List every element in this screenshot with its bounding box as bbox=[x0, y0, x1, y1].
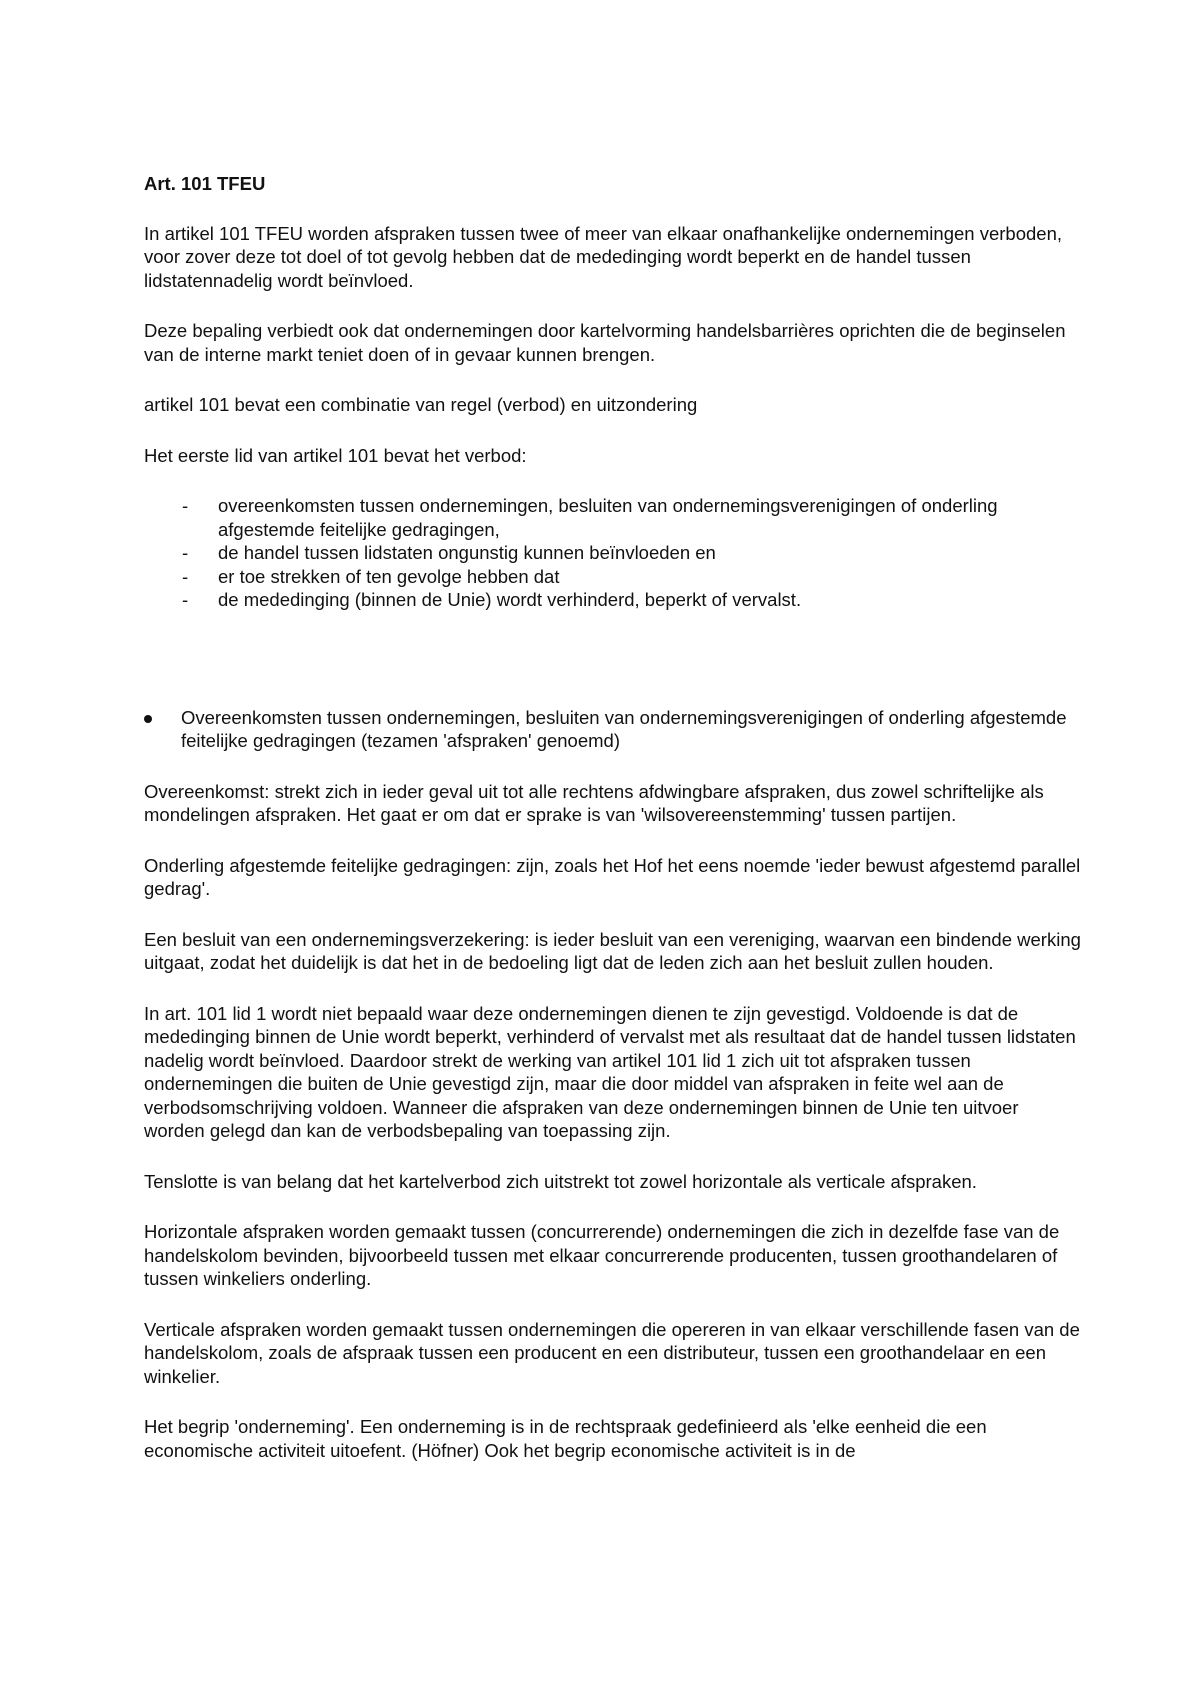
document-title: Art. 101 TFEU bbox=[144, 173, 266, 194]
body-paragraph: Het begrip 'onderneming'. Een onderneming is in de rechtspraak gedefinieerd als 'elke eenheid die een economische activiteit uitoefent. (Höfner) Ook het begrip economische activiteit is in de bbox=[144, 1416, 987, 1461]
intro-paragraph: Het eerste lid van artikel 101 bevat het verbod: bbox=[144, 444, 527, 466]
list-item bbox=[144, 541, 1084, 565]
bullet-item bbox=[144, 706, 1084, 753]
intro-paragraph: artikel 101 bevat een combinatie van regel (verbod) en uitzondering bbox=[144, 394, 698, 415]
document-body bbox=[144, 172, 1084, 1489]
body-paragraph: In art. 101 lid 1 wordt niet bepaald waar deze ondernemingen dienen te zijn gevestigd. Voldoende is dat de mededinging binnen de Unie wordt beperkt, verhinderd of vervalst met als resultaat dat de handel tussen lidstaten nadelig wordt beïnvloed. Daardoor strekt de werking van artikel 101 lid 1 zich uit tot afspraken tussen ondernemingen die buiten de Unie gevestigd zijn, maar die door middel van afspraken in feite wel aan de verbodsomschrijving voldoen. Wanneer die afspraken van deze ondernemingen binnen de Unie ten uitvoer worden gelegd dan kan de verbodsbepaling van toepassing zijn. bbox=[144, 1002, 1076, 1141]
prohibition-list bbox=[144, 494, 1084, 612]
list-item bbox=[144, 494, 1084, 541]
intro-paragraph: In artikel 101 TFEU worden afspraken tussen twee of meer van elkaar onafhankelijke ondernemingen verboden, voor zover deze tot doel of tot gevolg hebben dat de mededinging wordt beperkt en de handel tussen lidstatennadelig wordt beïnvloed. bbox=[144, 222, 1062, 291]
list-item-text: de mededinging (binnen de Unie) wordt verhinderd, beperkt of vervalst. bbox=[218, 589, 802, 610]
body-paragraph: Een besluit van een ondernemingsverzekering: is ieder besluit van een vereniging, waarvan een bindende werking uitgaat, zodat het duidelijk is dat het in de bedoeling ligt dat de leden zich aan het besluit zullen houden. bbox=[144, 928, 1081, 973]
intro-paragraph: Deze bepaling verbiedt ook dat ondernemingen door kartelvorming handelsbarrières oprichten die de beginselen van de interne markt teniet doen of in gevaar kunnen brengen. bbox=[144, 320, 1066, 365]
list-item-text: er toe strekken of ten gevolge hebben dat bbox=[218, 565, 560, 587]
list-item-text: overeenkomsten tussen ondernemingen, besluiten van ondernemingsverenigingen of onderling afgestemde feitelijke gedragingen, bbox=[218, 495, 998, 540]
bullet-item-text: Overeenkomsten tussen ondernemingen, besluiten van ondernemingsverenigingen of onderling afgestemde feitelijke gedragingen (tezamen 'afspraken' genoemd) bbox=[181, 706, 1067, 751]
dash-marker: - bbox=[182, 542, 189, 563]
dash-marker: - bbox=[182, 565, 189, 587]
body-paragraph: Tenslotte is van belang dat het kartelverbod zich uitstrekt tot zowel horizontale als verticale afspraken. bbox=[144, 1170, 977, 1192]
body-paragraph: Verticale afspraken worden gemaakt tussen ondernemingen die opereren in van elkaar verschillende fasen van de handelskolom, zoals de afspraak tussen een producent en een distributeur, tussen een groothandelaar en een winkelier. bbox=[144, 1318, 1080, 1387]
list-item bbox=[144, 588, 1084, 612]
dash-marker: - bbox=[182, 495, 189, 516]
list-item bbox=[144, 565, 1084, 589]
list-item-text: de handel tussen lidstaten ongunstig kunnen beïnvloeden en bbox=[218, 542, 716, 563]
bullet-dot-icon bbox=[144, 715, 152, 723]
body-paragraph: Horizontale afspraken worden gemaakt tussen (concurrerende) ondernemingen die zich in dezelfde fase van de handelskolom bevinden, bijvoorbeeld tussen met elkaar concurrerende producenten, tussen groothandelaren of tussen winkeliers onderling. bbox=[144, 1221, 1060, 1289]
body-paragraph: Onderling afgestemde feitelijke gedragingen: zijn, zoals het Hof het eens noemde 'ieder bewust afgestemd parallel gedrag'. bbox=[144, 854, 1081, 899]
dash-marker: - bbox=[182, 589, 189, 610]
body-paragraph: Overeenkomst: strekt zich in ieder geval uit tot alle rechtens afdwingbare afspraken, dus zowel schriftelijke als mondelingen afspraken. Het gaat er om dat er sprake is van 'wilsovereenstemming' tussen partijen. bbox=[144, 780, 1044, 825]
